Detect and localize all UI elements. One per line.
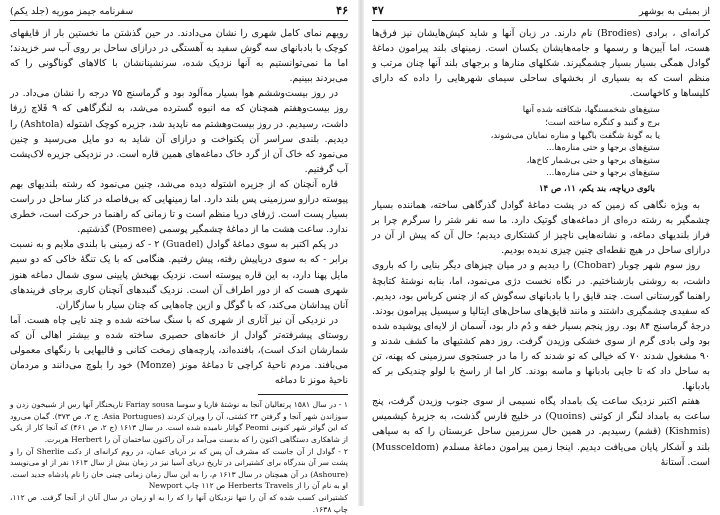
footnote: ۲ - گوادل از آن جاست که مشرف آن پس که بر دریای عمان، در روم کرانه‌ای از دکت Sherlie آن را و پشت سر آن بندرگاه برای کشتیرانی در تاریخ دریای آسیا نیز در زمان بیش از سال ۱۶۱۳ نفر از او می‌نویسد (Ashoure) در آن همچنان در سال ۱۶۱۳ م، را به این سال زمان زمانی چینی خان زا نام پادشاه جدید است. او به نام آن را از Herberts Travels ص ۱۱۲ چاپ Newport [10,446,348,491]
left-page-number: ۴۶ [336,4,348,17]
right-page-number: ۴۷ [372,4,384,17]
left-page-header [10,4,348,18]
left-body-text [10,26,348,388]
right-page [364,0,720,506]
right-paragraph: به ویژه نگاهی که زمین که در پشت دماغهٔ گوادل گذرگاهی ساخته، هماننده بسیار چشمگیر به رشته دره‌ای از دماغه‌های گوتیک دارد. ما سه نفر شتر را سرگرم چرا بر فراز بلندیهای دماغه، و نشانه‌هایی ناچیز از کشتکاری دیدیم؛ حال آن که پیش از آن در درازای ساحل در هیچ نقطه‌ای چنین چیزی ندیده بودیم. [372,200,710,257]
left-footnotes [10,399,348,515]
poem-citation: بائوی دریاچه، بند یکم، ۱۱، ص ۱۴ [539,183,655,194]
left-header-rule [10,20,348,21]
poem-line: ستیغ‌های برجها و حتی بی‌شمار کاخ‌ها، [526,155,660,166]
left-paragraph: در روز بیست‌وششم هوا بسیار مه‌آلود بود و گرماسنج ۷۵ درجه را نشان می‌داد. در روز بیست‌وهفتم همچنان که مه انبوه گسترده می‌شد، به لنگرگاهی که ۹ فَلاچ ژرفا داشت، رسیدیم. در روز بیست‌وهشتم مه ناپدید شد، جزیره کوچک اشتوله (Ashtola) را دیدیم. بلندی سراسر آن یکنواخت و درازای آن شاید به دو مایل می‌رسید و چنین می‌نمود که خاک آن از گرد خاک دماغه‌های همین قاره است. در نزدیکی جزیره لاک‌پشت آب گرفتیم. [10,88,349,175]
left-page [0,0,358,514]
right-paragraph: هفتم اکتبر نزدیک ساعت یک بامداد پگاه نسیمی از سوی جنوب وزیدن گرفت، پنج ساعت به بامداد لنگر از کوئنی (Quoins) در خلیج فارس گذشت، به جزیرهٔ کیشمیس (Kishmis) (قشم) رسیدیم. در همین حال سرزمین ساحل عربستان را که به سیاهی بلند و آشکار پایان می‌یافت دیدیم. اینجا زمین پیرامون دماغهٔ مسلدم (Mussceldom) است. آستانهٔ [372,396,710,468]
poem-line: ستیغ‌های شخمسنگها، شکافته شده آنها [522,105,660,116]
right-body-text [372,26,710,470]
poem-line: یا به گونهٔ شگفت باگیها و مناره نمایان می‌شوند، [490,130,660,141]
left-running-head: سفرنامه جیمز موریه (جلد یکم) [10,6,134,17]
right-paragraph: کرانه‌ای ، برادی (Brodies) نام دارند. در زبان آنها و شاید کیش‌هایشان نیز فرق‌ها هست، اما آیین‌ها و رسمها و جامه‌هایشان یکسان است. زمینهای بلند پیرامون دماغهٔ گوادل همگی بسیار بسیار چشمگیرند. شکلهای منارها و برجهای بلند آنها چنان مرتب و منظم است که به بسیاری از بخشهای ساحلی سیمای شهرهایی را داده که دارای کلیساها و کاخهاست. [372,28,710,100]
right-running-head: از بمبئی به بوشهر [639,6,710,17]
poem-quotation [372,104,710,180]
left-paragraph: قاره آنچنان که از جزیره اشتوله دیده می‌شد، چنین می‌نمود که رشته بلندیهای بهم پیوسته درازو سرزمینی پس بلند دارد. اما زمینهایی که بی‌فاصله در کنار ساحل در راست بسیار پست است. ژرفای دریا منظم است و تا زمانی که راهنما در حرکت است، خطری ندارد. ساعت هشت ما از دماغهٔ چشمگیر پوسمی (Posmee) گذشتیم. [10,178,348,236]
poem-line: ستیغ‌های برجها و حتی مناره‌ها... [546,143,660,154]
poem-line: برج و گنبد و کنگره ساخته است؛ [545,118,660,129]
right-paragraph: روز سوم شهر چوبار (Chobar) را دیدیم و در میان چیزهای دیگر بنایی را که باروی داشت، به روشنی بازشناختیم. در نگاه نخست دژی می‌نمود، اما، بنابه نوشتهٔ کتابچهٔ راهنما گورستانی است. چند قایق را با بادبانهای سه‌گوش که از چنس کرباس بود، دیدیم. که سفیدی چشمگیری داشتند و مانند قایق‌های ساحل‌های ایتالیا و سیسیل پیرامون بودند. درجهٔ گرماسنج ۸۴ بود. روز پنجم بسیار خفه و دُم دار بود، آسمان از لایه‌ای پوشیده شده بود ولی بادی گرم از سوی خشکی وزیدن گرفت. روز دهم کشتیهای ما کشف شدند و ۹۰ مشغول شدند ۷۰ که خیالی که تو شدند که را ما در جستجوی سرزمینی که پهنه، تن به ساحل داد که تا جایی بادبانها و ماسه بودند. کار اما از راسخ با لولو چندیکی بر که بادبانها. [372,260,710,393]
left-paragraph: در نزدیکی آن نیز آثاری از شهری که با سنگ ساخته شده و چند تایی چاه هست. آما روستای پیشرفته‌تر گوادل از خانه‌های حصیری ساخته شده و بیشتر اهالی آن که شمارشان اندک است)، بافنده‌اند، پارچه‌های زمخت کتانی و قالیهایی با رنگهای معمولی می‌بافند. مردم ناحیهٔ کراچی تا دماغهٔ مونز (Monze) خود را بلوچ می‌دانند و مردمان ناحیهٔ مونز تا دماغه [10,314,348,387]
left-paragraph: رویهم نمای کامل شهری را نشان می‌دادند. در حین گذشتن ما نخستین بار از قایقهای کوچک با بادبانهای سه گوش سفید به آهستگی در درازای ساحل بر روی آب سر خزیدند؛ اما ما نمی‌توانستیم به آنها نزدیک شده، سرنشینانشان با کالاهای گوناگونی را که می‌بردند ببینیم. [10,28,348,85]
poem-line: ستیغ‌های برجها و حتی مناره‌ها... [546,168,660,179]
right-header-rule [372,20,710,21]
footnote: کشتیرانی کسب شده که آن را تنها نزدیکان آنها را که را به او زمان در سال آنان از آنجا گرفت. ص ۱۱۲، چاپ ۱۶۳۸. [10,493,348,514]
right-page-header [372,4,710,18]
footnote: ۱ - در سال ۱۵۸۱ پرتغالیان آنجا به نوشتهٔ فاریا و سوسا Fariay sousa تاریخنگار آنها رس از شبیخون زدن و سوزاندن شهر آنجا و گرفتن ۲۴ کشتی، آن را ویران کردند (Asia Portugues. ج ۲، ص ۳۷۳). گمان می‌رود که این گواتر شهر کنونی Peomi گواتار نامیده شده است. در سال ۱۶۱۳ (ج ۲، ص ۴۶۱) که آنجا کار از یکی از شاهکاری دستگاهی اکنون را که بدست می‌آمد در آن راکنون ساختمان آن را Herbert هربرت. [10,400,348,445]
left-footnote-rule [258,394,348,395]
left-paragraph: در یکم اکتبر به سوی دماغهٔ گوادل (Guadel) ۲ - که زمینی با بلندی ملایم و به نسبت برابر - که به سوی دریاپیش رفته، پیش رفتیم. هنگامی که با یک تنگهٔ خاکی که دو سیم مایل پهنا دارد، به این قاره پیوسته است. نزدیک بهپخش پایینی سوی شمال دماغه هنوز شهری هست که از دور اطراف آن است. نزدیک گنبدهای آنچنان کاری برجای فریندهای آنان پیداشان می‌کند، که با گوگل و ازین چاه‌هایی که چنان سیار با سازگاران. [10,239,348,311]
